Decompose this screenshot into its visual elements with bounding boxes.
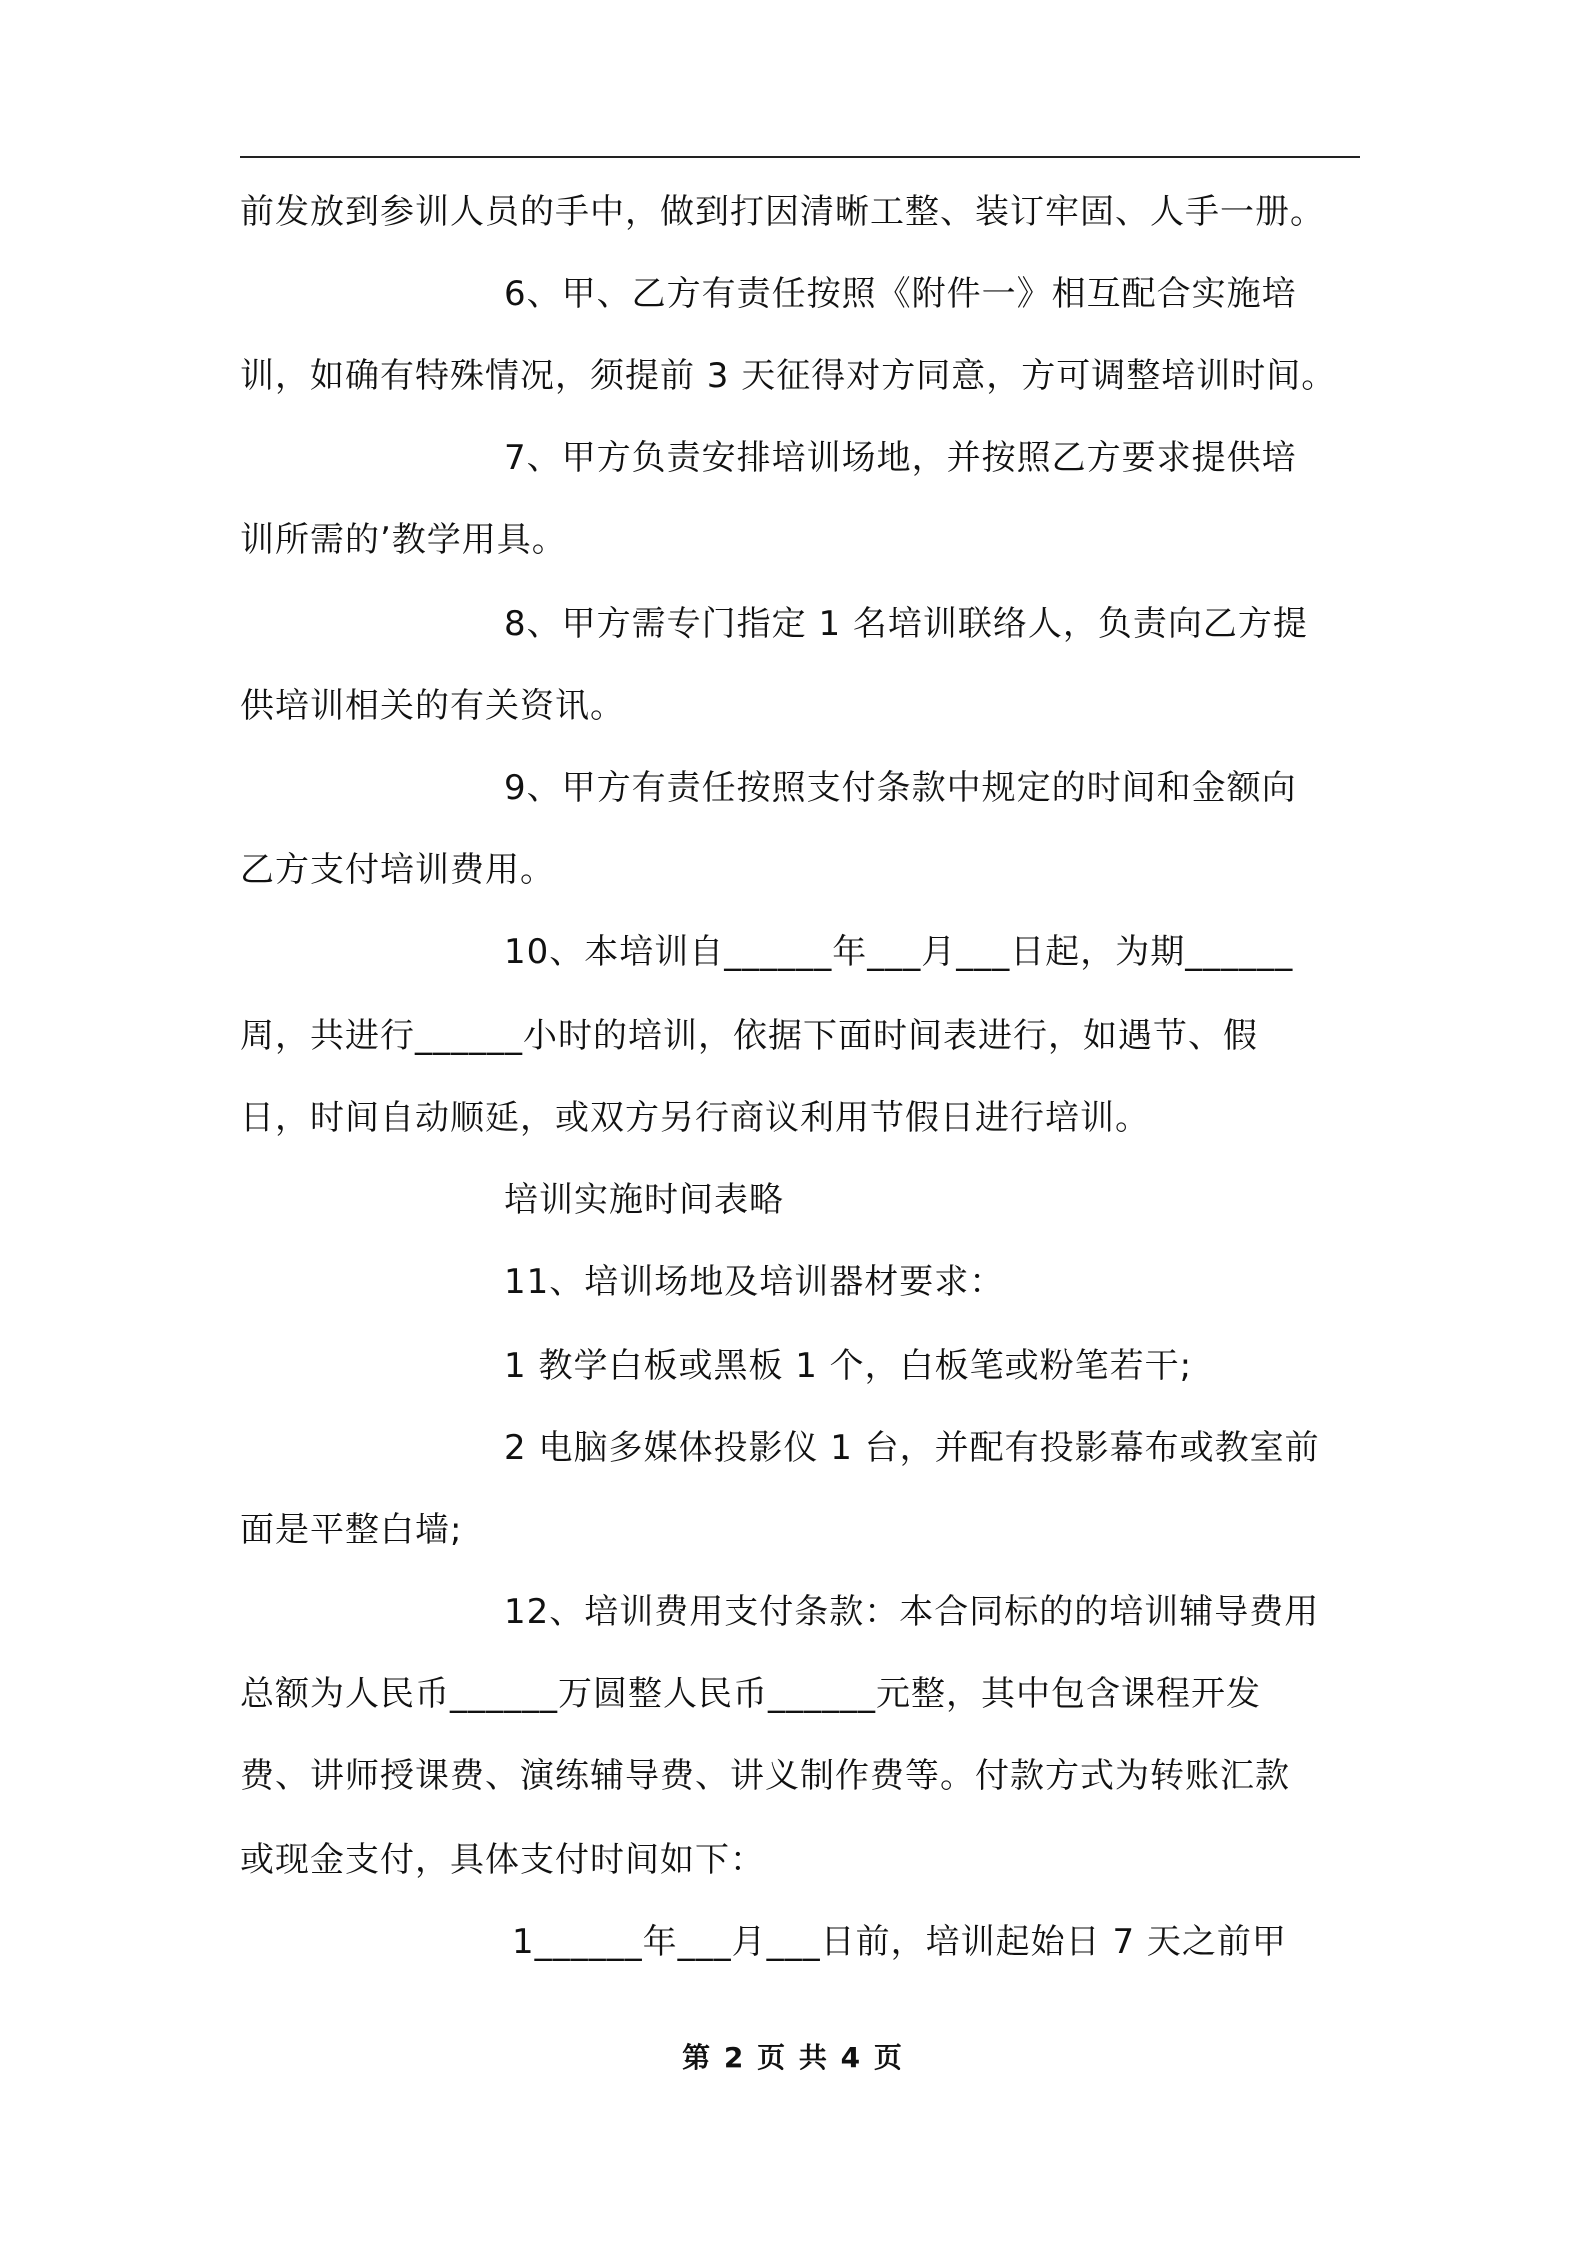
equipment-item-1: 1 教学白板或黑板 1 个，白板笔或粉笔若干; [504,1346,1193,1386]
clause-8-line-1: 8、甲方需专门指定 1 名培训联络人，负责向乙方提 [504,604,1308,644]
clause-6-line-1: 6、甲、乙方有责任按照《附件一》相互配合实施培 [504,274,1297,314]
payment-item-1: 1______年___月___日前，培训起始日 7 天之前甲 [512,1922,1287,1962]
clause-12-line-1: 12、培训费用支付条款：本合同标的的培训辅导费用 [504,1592,1320,1632]
clause-12-line-4: 或现金支付，具体支付时间如下： [240,1840,765,1880]
clause-9-line-2: 乙方支付培训费用。 [240,850,555,890]
equipment-item-2-line-1: 2 电脑多媒体投影仪 1 台，并配有投影幕布或教室前 [504,1428,1320,1468]
clause-7-line-2: 训所需的’教学用具。 [240,520,567,560]
clause-11-heading: 11、培训场地及培训器材要求： [504,1262,1005,1302]
clause-10-line-3: 日，时间自动顺延，或双方另行商议利用节假日进行培训。 [240,1098,1150,1138]
page-number-footer: 第 2 页 共 4 页 [682,2041,904,2074]
clause-12-line-3: 费、讲师授课费、演练辅导费、讲义制作费等。付款方式为转账汇款 [240,1756,1290,1796]
clause-10-line-1: 10、本培训自______年___月___日起，为期______ [504,932,1294,972]
equipment-item-2-line-2: 面是平整白墙; [240,1510,463,1550]
clause-6-line-2: 训，如确有特殊情况，须提前 3 天征得对方同意，方可调整培训时间。 [240,356,1337,396]
body-line-1: 前发放到参训人员的手中，做到打因清晰工整、装订牢固、人手一册。 [240,192,1325,232]
clause-7-line-1: 7、甲方负责安排培训场地，并按照乙方要求提供培 [504,438,1297,478]
clause-9-line-1: 9、甲方有责任按照支付条款中规定的时间和金额向 [504,768,1297,808]
clause-10-line-2: 周，共进行______小时的培训，依据下面时间表进行，如遇节、假 [240,1016,1258,1056]
clause-8-line-2: 供培训相关的有关资讯。 [240,686,625,726]
schedule-note: 培训实施时间表略 [504,1180,784,1220]
clause-12-line-2: 总额为人民币______万圆整人民币______元整，其中包含课程开发 [240,1674,1261,1714]
